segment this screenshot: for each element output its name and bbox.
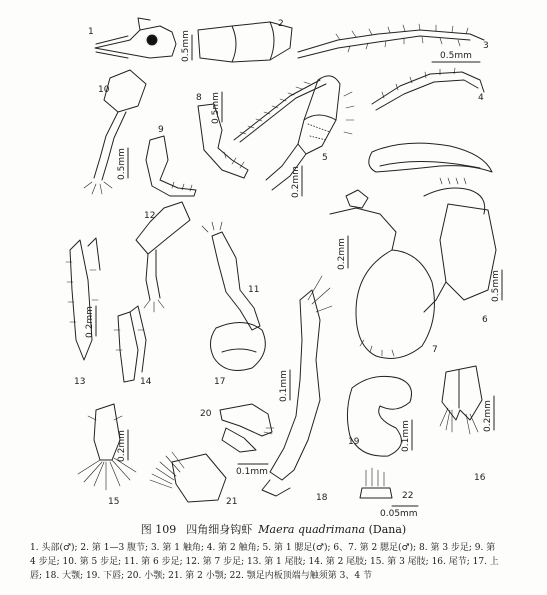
scale-bar-22: 0.05mm	[380, 509, 418, 519]
figure-number: 图 109	[140, 523, 177, 536]
drawing-9-pereopod-4	[117, 125, 196, 196]
drawing-detail-fragment	[346, 188, 485, 214]
drawing-14-uropod-2	[114, 306, 152, 387]
drawing-21-maxilla-2	[150, 452, 237, 507]
label-17: 17	[214, 377, 226, 387]
figure-caption	[0, 521, 547, 583]
drawing-20-maxilla-1	[200, 404, 274, 477]
drawing-19-lower-lip	[347, 376, 412, 456]
drawing-3-antenna-1	[298, 24, 489, 62]
label-12: 12	[144, 211, 156, 221]
label-22: 22	[402, 491, 414, 501]
label-18: 18	[316, 493, 328, 503]
label-9: 9	[158, 125, 164, 135]
label-13: 13	[74, 377, 86, 387]
scale-bar-6: 0.5mm	[491, 270, 501, 302]
scale-bar-19: 0.1mm	[401, 420, 411, 452]
label-6: 6	[482, 315, 488, 325]
label-15: 15	[108, 497, 120, 507]
drawing-7-gnathopod-2-propodus	[330, 208, 438, 358]
scale-bar-20: 0.1mm	[236, 467, 268, 477]
scale-bar-2: 0.5mm	[181, 30, 191, 62]
drawing-10-pereopod-5	[84, 70, 146, 194]
scale-bar-18: 0.1mm	[279, 370, 289, 402]
label-11: 11	[248, 285, 260, 295]
drawing-15-uropod-3	[78, 404, 136, 507]
drawing-1-head	[88, 18, 176, 58]
scale-bar-5: 0.2mm	[291, 166, 301, 198]
legend-line: 1. 头部(♂); 2. 第 1—3 腹节; 3. 第 1 触角; 4. 第 2 触角; 5. 第 1 腮足(♂); 6、7. 第 2 腮足(♂); 8. 第 3 步足; 9. 第	[30, 543, 496, 553]
scale-bar-15: 0.2mm	[117, 430, 127, 462]
label-16: 16	[474, 473, 486, 483]
drawing-13-uropod-1	[66, 238, 100, 387]
figure-title-chinese: 四角细身钩虾	[186, 523, 253, 536]
drawing-12-pereopod-7	[136, 202, 190, 312]
label-2: 2	[278, 19, 284, 29]
label-20: 20	[200, 409, 212, 419]
figure-title-latin: Maera quadrimana	[258, 523, 366, 536]
drawing-22-maxilliped	[360, 468, 418, 519]
label-4: 4	[478, 93, 484, 103]
scale-bar-16: 0.2mm	[483, 400, 493, 432]
drawing-17-upper-lip	[210, 322, 265, 387]
figure-title	[0, 521, 547, 537]
scale-bar-3: 0.5mm	[440, 51, 472, 61]
scale-bar-13: 0.2mm	[85, 306, 95, 338]
legend-line: 唇; 18. 大颚; 19. 下唇; 20. 小颚; 21. 第 2 小颚; 22. 颚足内板顶端与触须第 3、4 节	[30, 571, 372, 581]
drawing-16-telson	[440, 366, 494, 483]
scale-bar-8: 0.5mm	[211, 92, 221, 124]
label-3: 3	[483, 41, 489, 51]
drawing-2-pleonites	[181, 19, 292, 62]
legend-line: 4 步足; 10. 第 5 步足; 11. 第 6 步足; 12. 第 7 步足; 13. 第 1 尾肢; 14. 第 2 尾肢; 15. 第 3 尾肢; 16. 尾节; 17. 上	[30, 557, 499, 567]
figure-title-author: (Dana)	[368, 523, 407, 536]
drawing-6-gnathopod-2	[369, 143, 502, 325]
drawing-11-pereopod-6	[202, 222, 260, 330]
label-5: 5	[322, 153, 328, 163]
label-19: 19	[348, 437, 360, 447]
scale-bar-7: 0.2mm	[337, 238, 347, 270]
drawing-5-gnathopod-1	[266, 76, 354, 198]
figure-legend	[30, 541, 520, 583]
label-21: 21	[226, 497, 238, 507]
label-7: 7	[432, 345, 438, 355]
label-14: 14	[140, 377, 152, 387]
scale-bar-9: 0.5mm	[117, 148, 127, 180]
label-1: 1	[88, 27, 94, 37]
label-10: 10	[98, 85, 110, 95]
drawing-4-antenna-2	[234, 68, 484, 142]
label-8: 8	[196, 93, 202, 103]
drawing-18-mandible	[262, 276, 332, 503]
